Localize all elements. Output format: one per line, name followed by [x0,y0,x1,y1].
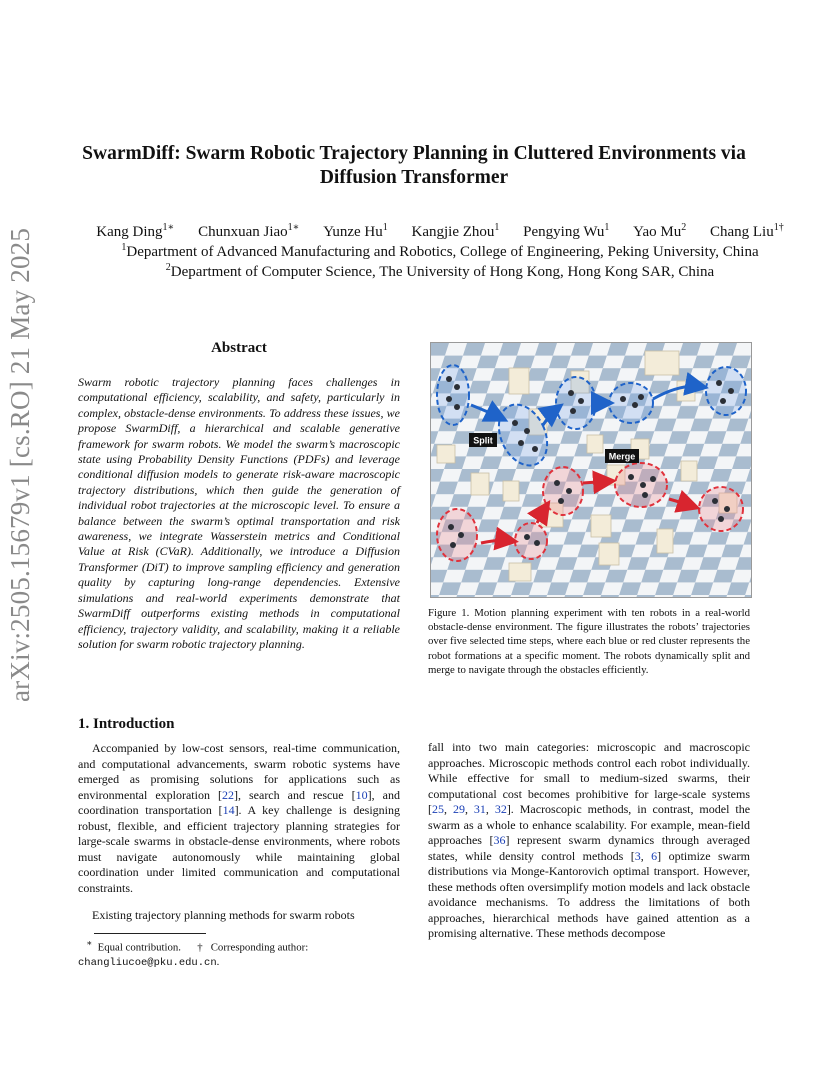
citation-link[interactable]: 14 [222,803,235,817]
abstract-text: Swarm robotic trajectory planning faces challenges in computational efficiency, scalability, and safety, particularly in complex, obstacle-dense environments. To address these issues, we propose SwarmDiff, a hierarchical and scalable generative framework for swarm robots. We model the swarm’s macroscopic state using Probability Density Functions (PDFs) and leverage conditional diffusion models to generate risk-aware macroscopic trajectory distributions, which then guide the generation of individual robot trajectories at the microscopic level. To ensure a balance between the swarm’s optimal transportation and risk awareness, we integrate Wasserstein metrics and Conditional Value at Risk (CVaR). Additionally, we introduce a Diffusion Transformer (DiT) to improve sampling efficiency and generation quality by capturing long-range dependencies. Extensive simulations and real-world experiments demonstrate that SwarmDiff outperforms existing methods in computational efficiency, trajectory validity, and scalability, making it a reliable solution for swarm robotic trajectory planning. [78,375,400,651]
title-line-1: SwarmDiff: Swarm Robotic Trajectory Planning in Cluttered Environments via [82,143,746,164]
intro-paragraph-1: Accompanied by low-cost sensors, real-time communication, and computational advancements, swarm robotic systems have emerged as promising solutions for applications such as environmental exploration [22], search and rescue [10], and coordination transportation [14]. A key challenge is designing robust, flexible, and efficient trajectory planning strategies for large-scale swarms in obstacle-dense environments, where robots must navigate autonomously while maintaining global coordination under limited communication and computational constraints. [78,741,401,895]
figure-1-caption: Figure 1. Motion planning experiment with ten robots in a real-world obstacle-dense environment. The figure illustrates the robots’ trajectories over five selected time steps, where each blue or red cluster represents the robot formations at a specific moment. The robots dynamically split and merge to navigate through the obstacles efficiently. [428,607,750,676]
title-line-2: Diffusion Transformer [319,167,509,188]
author: Pengying Wu$^1$ [523,222,610,240]
citation-link[interactable]: 25 [432,802,444,816]
affiliation-1: $^1$Department of Advanced Manufacturing and Robotics, College of Engineering, Peking University, China [121,242,759,260]
citation-link[interactable]: 31 [473,802,486,816]
footnote-rule [94,933,206,934]
svg-text:Merge: Merge [608,451,636,462]
citation-link[interactable]: 10 [355,787,368,802]
citation-link[interactable]: 32 [494,802,507,816]
affiliation-2: $^2$Department of Computer Science, The University of Hong Kong, Hong Kong SAR, China [165,262,715,280]
svg-text:Split: Split [473,435,493,446]
abstract-heading: Abstract [211,340,267,356]
section-heading-introduction: 1. Introduction [78,716,175,732]
footnote: ∗ Equal contribution. † Corresponding author: changliucoe@pku.edu.cn. [78,938,309,969]
citation-link[interactable]: 22 [221,787,234,802]
citation-link[interactable]: 29 [452,802,465,816]
author: Chang Liu$^{1\dagger}$ [709,222,784,240]
email-link[interactable]: changliucoe@pku.edu.cn [78,956,217,969]
intro-paragraph-2: Existing trajectory planning methods for swarm robots [92,908,355,922]
figure-1-photo [430,342,752,598]
citation-link[interactable]: 6 [651,848,658,863]
author: Kang Ding$^{1∗}$ [96,222,175,240]
figure-1-illustration [431,343,751,597]
citation-link[interactable]: 36 [493,833,506,847]
author: Kangjie Zhou$^1$ [411,222,500,240]
paper-title [60,142,768,190]
intro-paragraph-right: fall into two main categories: microscopic and macroscopic approaches. Microscopic methods control each robot individually. While effective for small to medium-sized swarms, their computational cost becomes prohibitive for large-scale systems [25, 29, 31, 32]. Macroscopic methods, in contrast, model the swarm as a whole to enhance scalability. For example, mean-field approaches [36] represent swarm dynamics through averaged states, while density control methods [3, 6] optimize swarm distributions via Monge-Kantorovich optimal transport. However, these methods often oversimplify motion models and lack obstacle avoidance mechanisms. To address the limitations of both approaches, hierarchical methods have gained attention as a promising alternative. These methods decompose [428,740,751,940]
author: Yunze Hu$^1$ [323,222,388,240]
author: Chunxuan Jiao$^{1∗}$ [198,222,300,240]
author: Yao Mu$^2$ [633,222,687,240]
citation-link[interactable]: 3 [634,848,641,863]
figure-label-split [469,433,497,447]
arxiv-identifier: arXiv:2505.15679v1 [cs.RO] 21 May 2025 [5,227,35,702]
figure-label-merge [605,449,639,463]
